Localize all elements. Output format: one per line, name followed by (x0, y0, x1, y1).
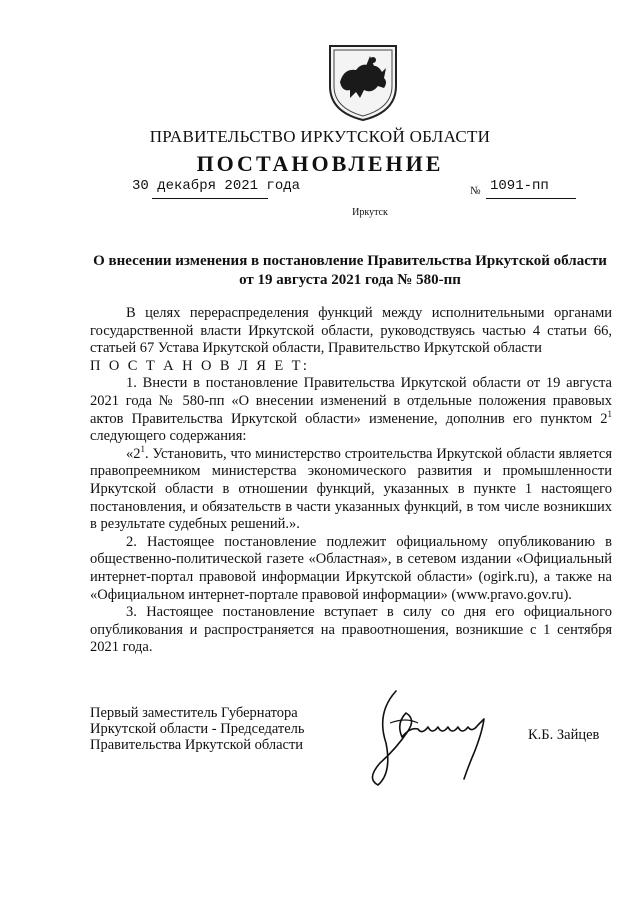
date-underline (152, 198, 268, 199)
government-title: ПРАВИТЕЛЬСТВО ИРКУТСКОЙ ОБЛАСТИ (149, 127, 491, 146)
document-date: 30 декабря 2021 года (132, 178, 301, 194)
item-1-text: 1. Внести в постановление Правительства Иркутской области от 19 августа 2021 года № 580-пп «О внесении изменений в отдельные положения правовых актов Правительства Иркутской области» изменение, дополнив его пунктом 2 (90, 375, 612, 427)
signer-position-line: Первый заместитель Губернатора (90, 705, 298, 721)
document-type: ПОСТАНОВЛЕНИЕ (196, 151, 444, 176)
signer-position-line: Правительства Иркутской области (90, 737, 304, 753)
item-1-tail: следующего содержания: (90, 428, 247, 445)
signer-position (90, 705, 305, 753)
quote-superscript: 1 (140, 443, 145, 454)
document-title: О внесении изменения в постановление Правительства Иркутской области от 19 августа 2021 года № 580-пп (93, 253, 607, 288)
number-label: № (470, 185, 481, 197)
signer-name: К.Б. Зайцев (528, 727, 600, 743)
item-1 (90, 375, 612, 445)
coat-of-arms-icon (326, 42, 400, 122)
city: Иркутск (352, 207, 388, 218)
preamble: В целях перераспределения функций между исполнительными органами государственной власти Иркутской области, руководствуясь частью 4 статьи 66, статьей 67 Устава Иркутской области, Правительство Иркутской области (90, 305, 612, 357)
document-body (90, 305, 612, 657)
handwritten-signature-icon (356, 683, 506, 793)
item-3: 3. Настоящее постановление вступает в силу со дня его официального опубликования и распространяется на правоотношения, возникшие с 1 сентября 2021 года. (90, 604, 612, 656)
item-2: 2. Настоящее постановление подлежит официальному опубликованию в общественно-политической газете «Областная», в сетевом издании «Официальный интернет-портал правовой информации Иркутской области» (ogirk.ru), а также на «Официальном интернет-портале правовой информации» (www.pravo.gov.ru). (90, 533, 612, 603)
decree-word: П О С Т А Н О В Л Я Е Т: (90, 357, 310, 374)
number-underline (486, 198, 576, 199)
item-1-superscript: 1 (607, 408, 612, 419)
signer-position-line: Иркутской области - Председатель (90, 721, 305, 737)
quote-text: . Установить, что министерство строительства Иркутской области является правопреемником министерства экономического развития и промышленности Иркутской области в отношении функций, указанных в пункте 1 настоящего постановления, и обязательств в части указанных функций, в том числе возникших в результате судебных решений.». (90, 445, 612, 533)
quote-open: «2 (126, 445, 141, 462)
document-number: 1091-пп (490, 178, 549, 194)
quoted-clause (90, 443, 612, 534)
